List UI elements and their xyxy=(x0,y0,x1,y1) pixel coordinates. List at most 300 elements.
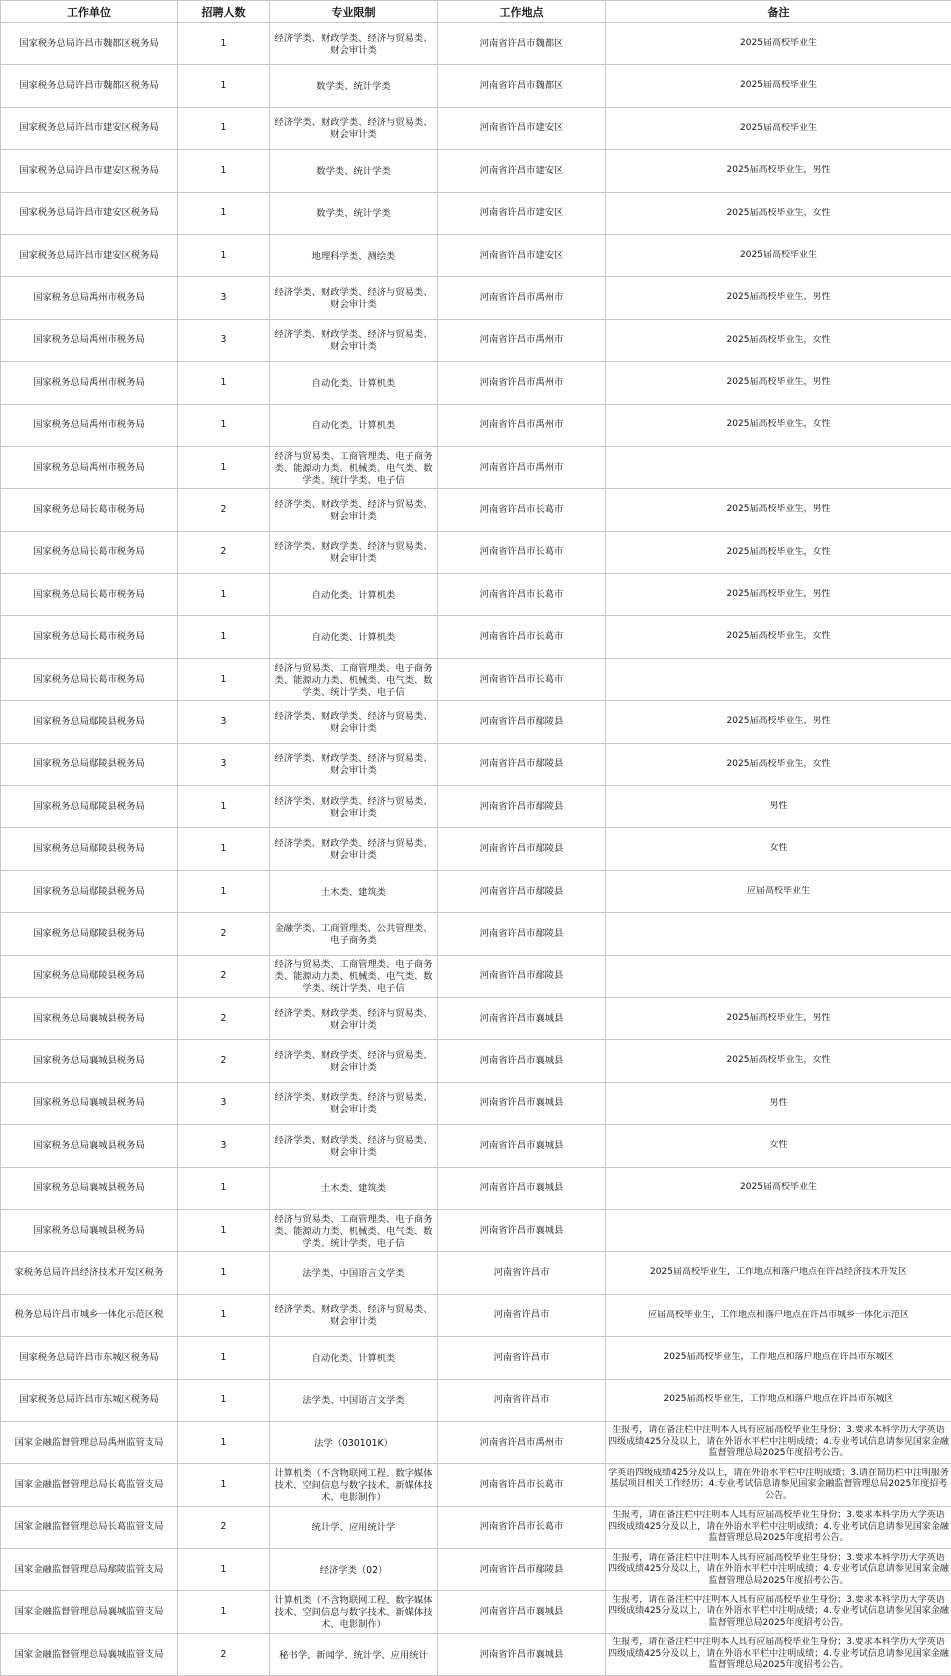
cell-unit-text: 国家金融监督管理总局禹州监管支局 xyxy=(3,1437,175,1449)
cell-location-text: 河南省许昌市长葛市 xyxy=(440,589,603,601)
cell-count-text: 1 xyxy=(180,886,267,898)
cell-location-text: 河南省许昌市魏都区 xyxy=(440,80,603,92)
table-row xyxy=(1,1167,951,1209)
cell-major-text: 地理科学类、测绘类 xyxy=(272,249,435,263)
cell-location xyxy=(438,1040,606,1082)
cell-major xyxy=(270,150,438,192)
cell-major-text: 经济学类、财政学类、经济与贸易类、财会审计类 xyxy=(272,1302,435,1328)
cell-note xyxy=(606,1167,951,1209)
cell-count-text: 3 xyxy=(180,334,267,346)
cell-major xyxy=(270,1337,438,1379)
cell-count-text: 1 xyxy=(180,1225,267,1237)
cell-major xyxy=(270,997,438,1039)
table-row xyxy=(1,489,951,531)
cell-unit xyxy=(1,319,178,361)
cell-major-text: 经济与贸易类、工商管理类、电子商务类、能源动力类、机械类、电气类、数学类、统计学类、电子信 xyxy=(272,661,435,699)
cell-unit xyxy=(1,743,178,785)
cell-unit xyxy=(1,913,178,955)
table-row xyxy=(1,870,951,912)
cell-major-text: 计算机类（不含物联网工程、数字媒体技术、空间信息与数字技术、新媒体技术、电影制作） xyxy=(272,1593,435,1631)
cell-count xyxy=(178,955,270,997)
header-major: 专业限制 xyxy=(270,1,438,23)
cell-count xyxy=(178,616,270,658)
cell-note xyxy=(606,23,951,65)
cell-major-text: 经济学类、财政学类、经济与贸易类、财会审计类 xyxy=(272,1133,435,1159)
cell-count xyxy=(178,1633,270,1675)
cell-major xyxy=(270,574,438,616)
table-row xyxy=(1,1040,951,1082)
cell-major xyxy=(270,1633,438,1675)
cell-location-text: 河南省许昌市禹州市 xyxy=(440,419,603,431)
cell-note-text: 2025届高校毕业生，男性 xyxy=(608,716,949,728)
cell-unit xyxy=(1,574,178,616)
cell-major xyxy=(270,1040,438,1082)
table-row xyxy=(1,828,951,870)
table-row xyxy=(1,192,951,234)
cell-note xyxy=(606,1549,951,1591)
table-row xyxy=(1,531,951,573)
cell-major xyxy=(270,1294,438,1336)
cell-major-text: 秘书学、新闻学、统计学、应用统计 xyxy=(272,1648,435,1662)
cell-location-text: 河南省许昌市长葛市 xyxy=(440,546,603,558)
cell-major-text: 经济学类、财政学类、经济与贸易类、财会审计类 xyxy=(272,115,435,141)
cell-location xyxy=(438,531,606,573)
cell-location-text: 河南省许昌市襄城县 xyxy=(440,1055,603,1067)
cell-unit xyxy=(1,404,178,446)
cell-count xyxy=(178,1167,270,1209)
cell-unit xyxy=(1,616,178,658)
table-row xyxy=(1,446,951,488)
cell-unit xyxy=(1,997,178,1039)
cell-major xyxy=(270,319,438,361)
cell-note-text: 2025届高校毕业生，男性 xyxy=(608,165,949,177)
cell-major xyxy=(270,870,438,912)
cell-major xyxy=(270,1549,438,1591)
cell-location xyxy=(438,1337,606,1379)
cell-major xyxy=(270,404,438,446)
cell-note xyxy=(606,913,951,955)
cell-location-text: 河南省许昌市长葛市 xyxy=(440,1479,603,1491)
cell-location-text: 河南省许昌市鄢陵县 xyxy=(440,928,603,940)
cell-unit-text: 国家税务总局鄢陵县税务局 xyxy=(3,970,175,982)
cell-unit-text: 国家税务总局长葛市税务局 xyxy=(3,504,175,516)
cell-unit-text: 国家税务总局禹州市税务局 xyxy=(3,462,175,474)
cell-unit xyxy=(1,658,178,700)
cell-major-text: 经济学类、财政学类、经济与贸易类、财会审计类 xyxy=(272,751,435,777)
table-header xyxy=(1,1,951,23)
cell-location-text: 河南省许昌市禹州市 xyxy=(440,292,603,304)
cell-unit-text: 家税务总局许昌经济技术开发区税务 xyxy=(3,1267,175,1279)
cell-note-text: 2025届高校毕业生 xyxy=(608,38,949,50)
cell-unit-text: 国家税务总局鄢陵县税务局 xyxy=(3,758,175,770)
cell-count-text: 1 xyxy=(180,843,267,855)
cell-location xyxy=(438,913,606,955)
cell-unit-text: 国家税务总局鄢陵县税务局 xyxy=(3,843,175,855)
cell-unit-text: 国家税务总局襄城县税务局 xyxy=(3,1225,175,1237)
table-row xyxy=(1,234,951,276)
cell-major xyxy=(270,446,438,488)
table-row xyxy=(1,574,951,616)
cell-count-text: 1 xyxy=(180,1394,267,1406)
cell-unit xyxy=(1,277,178,319)
cell-location xyxy=(438,1506,606,1548)
table-row xyxy=(1,150,951,192)
cell-count xyxy=(178,701,270,743)
cell-note-text: 学英语四级成绩425分及以上，请在外语水平栏中注明成绩；3.请在简历栏中注明服务基层项目相关工作经历；4.专业考试信息请参见国家金融监督管理总局2025年度招考公告。 xyxy=(608,1468,949,1503)
table-row xyxy=(1,1082,951,1124)
cell-major xyxy=(270,1125,438,1167)
table-row xyxy=(1,1549,951,1591)
cell-count-text: 3 xyxy=(180,292,267,304)
cell-major-text: 统计学、应用统计学 xyxy=(272,1520,435,1534)
cell-unit xyxy=(1,23,178,65)
cell-major-text: 经济学类、财政学类、经济与贸易类、财会审计类 xyxy=(272,539,435,565)
cell-unit-text: 国家税务总局长葛市税务局 xyxy=(3,674,175,686)
cell-major-text: 法学类、中国语言文学类 xyxy=(272,1266,435,1280)
cell-location xyxy=(438,1633,606,1675)
cell-unit xyxy=(1,107,178,149)
cell-major-text: 经济学类、财政学类、经济与贸易类、财会审计类 xyxy=(272,327,435,353)
cell-location xyxy=(438,828,606,870)
table-row xyxy=(1,1591,951,1633)
table-row xyxy=(1,1464,951,1506)
cell-count xyxy=(178,1294,270,1336)
cell-location-text: 河南省许昌市 xyxy=(440,1309,603,1321)
cell-count-text: 3 xyxy=(180,758,267,770)
cell-major xyxy=(270,786,438,828)
table-row xyxy=(1,955,951,997)
cell-note xyxy=(606,404,951,446)
cell-major xyxy=(270,234,438,276)
cell-major xyxy=(270,1464,438,1506)
header-location: 工作地点 xyxy=(438,1,606,23)
cell-location xyxy=(438,1252,606,1294)
cell-note-text: 男性 xyxy=(608,801,949,813)
cell-location xyxy=(438,1421,606,1463)
cell-location xyxy=(438,743,606,785)
cell-count-text: 2 xyxy=(180,928,267,940)
cell-location-text: 河南省许昌市长葛市 xyxy=(440,674,603,686)
cell-major-text: 自动化类、计算机类 xyxy=(272,1351,435,1365)
cell-note-text: 2025届高校毕业生，工作地点和落户地点在许昌经济技术开发区 xyxy=(608,1267,949,1279)
cell-count-text: 1 xyxy=(180,631,267,643)
table-row xyxy=(1,913,951,955)
cell-note xyxy=(606,828,951,870)
cell-major xyxy=(270,1421,438,1463)
cell-unit-text: 国家税务总局许昌市魏都区税务局 xyxy=(3,80,175,92)
cell-unit-text: 国家税务总局鄢陵县税务局 xyxy=(3,716,175,728)
cell-note-text: 生报考，请在备注栏中注明本人具有应届高校毕业生身份；3.要求本科学历大学英语四级成绩425分及以上，请在外语水平栏中注明成绩；4.专业考试信息请参见国家金融监督管理总局2025年度招考公告。 xyxy=(608,1553,949,1588)
cell-major xyxy=(270,828,438,870)
cell-major-text: 法学类、中国语言文学类 xyxy=(272,1393,435,1407)
cell-major-text: 数学类、统计学类 xyxy=(272,164,435,178)
cell-unit xyxy=(1,489,178,531)
cell-note-text: 应届高校毕业生 xyxy=(608,886,949,898)
cell-major-text: 经济学类、财政学类、经济与贸易类、财会审计类 xyxy=(272,1090,435,1116)
cell-location-text: 河南省许昌市鄢陵县 xyxy=(440,801,603,813)
cell-note-text: 2025届高校毕业生，女性 xyxy=(608,208,949,220)
cell-major-text: 经济与贸易类、工商管理类、电子商务类、能源动力类、机械类、电气类、数学类、统计学类、电子信 xyxy=(272,449,435,487)
cell-major-text: 经济学类、财政学类、经济与贸易类、财会审计类 xyxy=(272,31,435,57)
cell-location xyxy=(438,277,606,319)
cell-unit xyxy=(1,1040,178,1082)
cell-count xyxy=(178,1379,270,1421)
cell-count-text: 2 xyxy=(180,1013,267,1025)
cell-location xyxy=(438,404,606,446)
cell-note xyxy=(606,616,951,658)
cell-unit-text: 国家税务总局许昌市魏都区税务局 xyxy=(3,38,175,50)
cell-unit-text: 国家金融监督管理总局鄢陵监管支局 xyxy=(3,1564,175,1576)
table-row xyxy=(1,404,951,446)
cell-location-text: 河南省许昌市建安区 xyxy=(440,250,603,262)
cell-note xyxy=(606,701,951,743)
cell-note xyxy=(606,1421,951,1463)
cell-unit xyxy=(1,1209,178,1251)
cell-location-text: 河南省许昌市襄城县 xyxy=(440,1140,603,1152)
cell-unit-text: 国家税务总局长葛市税务局 xyxy=(3,589,175,601)
table-row xyxy=(1,1506,951,1548)
cell-unit-text: 国家税务总局许昌市东城区税务局 xyxy=(3,1394,175,1406)
cell-major-text: 经济学类、财政学类、经济与贸易类、财会审计类 xyxy=(272,1006,435,1032)
cell-note-text: 2025届高校毕业生，男性 xyxy=(608,377,949,389)
cell-unit-text: 国家税务总局许昌市东城区税务局 xyxy=(3,1352,175,1364)
cell-unit xyxy=(1,1549,178,1591)
cell-count xyxy=(178,1040,270,1082)
table-row xyxy=(1,786,951,828)
cell-note-text: 2025届高校毕业生，男性 xyxy=(608,1013,949,1025)
cell-location xyxy=(438,362,606,404)
cell-location xyxy=(438,1209,606,1251)
table-row xyxy=(1,616,951,658)
cell-count xyxy=(178,362,270,404)
table-row xyxy=(1,1633,951,1675)
cell-location-text: 河南省许昌市 xyxy=(440,1394,603,1406)
cell-location-text: 河南省许昌市鄢陵县 xyxy=(440,886,603,898)
cell-location-text: 河南省许昌市 xyxy=(440,1267,603,1279)
cell-unit xyxy=(1,446,178,488)
cell-unit-text: 国家税务总局长葛市税务局 xyxy=(3,546,175,558)
table-row xyxy=(1,1294,951,1336)
cell-major xyxy=(270,955,438,997)
cell-count xyxy=(178,65,270,107)
cell-major xyxy=(270,1379,438,1421)
cell-major-text: 金融学类、工商管理类、公共管理类、电子商务类 xyxy=(272,921,435,947)
cell-count-text: 1 xyxy=(180,250,267,262)
header-unit: 工作单位 xyxy=(1,1,178,23)
cell-location-text: 河南省许昌市禹州市 xyxy=(440,1437,603,1449)
cell-note-text: 2025届高校毕业生，工作地点和落户地点在许昌市东城区 xyxy=(608,1352,949,1364)
cell-unit xyxy=(1,1167,178,1209)
cell-location xyxy=(438,1125,606,1167)
cell-major xyxy=(270,1506,438,1548)
cell-location-text: 河南省许昌市禹州市 xyxy=(440,462,603,474)
cell-count-text: 2 xyxy=(180,970,267,982)
cell-unit-text: 国家税务总局禹州市税务局 xyxy=(3,334,175,346)
cell-count xyxy=(178,1464,270,1506)
cell-note xyxy=(606,531,951,573)
cell-unit-text: 国家税务总局禹州市税务局 xyxy=(3,419,175,431)
cell-unit-text: 国家金融监督管理总局长葛监管支局 xyxy=(3,1479,175,1491)
cell-count-text: 3 xyxy=(180,1140,267,1152)
header-count: 招聘人数 xyxy=(178,1,270,23)
cell-unit xyxy=(1,786,178,828)
table-row xyxy=(1,1125,951,1167)
header-row xyxy=(1,1,951,23)
table-row xyxy=(1,743,951,785)
cell-location-text: 河南省许昌市襄城县 xyxy=(440,1013,603,1025)
cell-unit-text: 国家税务总局许昌市建安区税务局 xyxy=(3,122,175,134)
cell-unit-text: 国家金融监督管理总局长葛监管支局 xyxy=(3,1521,175,1533)
cell-count-text: 1 xyxy=(180,801,267,813)
cell-note xyxy=(606,743,951,785)
cell-major xyxy=(270,107,438,149)
cell-count xyxy=(178,277,270,319)
cell-major-text: 土木类、建筑类 xyxy=(272,885,435,899)
cell-count-text: 1 xyxy=(180,1182,267,1194)
cell-note xyxy=(606,150,951,192)
cell-location xyxy=(438,574,606,616)
cell-location-text: 河南省许昌市襄城县 xyxy=(440,1606,603,1618)
cell-note-text: 男性 xyxy=(608,1098,949,1110)
cell-major xyxy=(270,531,438,573)
cell-unit-text: 税务总局许昌市城乡一体化示范区税 xyxy=(3,1309,175,1321)
cell-major xyxy=(270,701,438,743)
cell-count xyxy=(178,489,270,531)
cell-unit-text: 国家税务总局禹州市税务局 xyxy=(3,377,175,389)
cell-unit-text: 国家税务总局长葛市税务局 xyxy=(3,631,175,643)
cell-major xyxy=(270,192,438,234)
cell-major-text: 经济学类、财政学类、经济与贸易类、财会审计类 xyxy=(272,497,435,523)
cell-note xyxy=(606,1337,951,1379)
cell-note xyxy=(606,786,951,828)
cell-count xyxy=(178,743,270,785)
cell-location-text: 河南省许昌市鄢陵县 xyxy=(440,970,603,982)
cell-count xyxy=(178,446,270,488)
table-row xyxy=(1,23,951,65)
cell-unit-text: 国家税务总局许昌市建安区税务局 xyxy=(3,207,175,219)
cell-location-text: 河南省许昌市魏都区 xyxy=(440,38,603,50)
cell-note xyxy=(606,362,951,404)
cell-count-text: 1 xyxy=(180,462,267,474)
cell-count-text: 2 xyxy=(180,546,267,558)
cell-count xyxy=(178,1591,270,1633)
cell-location-text: 河南省许昌市禹州市 xyxy=(440,377,603,389)
cell-location xyxy=(438,1082,606,1124)
cell-count xyxy=(178,1209,270,1251)
cell-unit xyxy=(1,870,178,912)
cell-note-text: 2025届高校毕业生，女性 xyxy=(608,419,949,431)
cell-location-text: 河南省许昌市鄢陵县 xyxy=(440,1564,603,1576)
cell-major-text: 经济学类、财政学类、经济与贸易类、财会审计类 xyxy=(272,709,435,735)
cell-unit xyxy=(1,531,178,573)
cell-unit xyxy=(1,1125,178,1167)
cell-count-text: 1 xyxy=(180,1564,267,1576)
cell-unit-text: 国家税务总局鄢陵县税务局 xyxy=(3,928,175,940)
cell-note-text: 2025届高校毕业生，男性 xyxy=(608,292,949,304)
table-row xyxy=(1,997,951,1039)
cell-count-text: 1 xyxy=(180,207,267,219)
table-row xyxy=(1,277,951,319)
cell-unit-text: 国家税务总局鄢陵县税务局 xyxy=(3,801,175,813)
table-body xyxy=(1,23,951,1676)
cell-location xyxy=(438,107,606,149)
cell-location-text: 河南省许昌市襄城县 xyxy=(440,1225,603,1237)
cell-location xyxy=(438,1294,606,1336)
cell-note-text: 2025届高校毕业生，女性 xyxy=(608,547,949,559)
cell-note-text: 生报考，请在备注栏中注明本人具有应届高校毕业生身份；3.要求本科学历大学英语四级成绩425分及以上，请在外语水平栏中注明成绩；4.专业考试信息请参见国家金融监督管理总局2025年度招考公告。 xyxy=(608,1595,949,1630)
table-row xyxy=(1,1379,951,1421)
cell-count xyxy=(178,828,270,870)
cell-major xyxy=(270,489,438,531)
cell-unit-text: 国家税务总局襄城县税务局 xyxy=(3,1097,175,1109)
cell-count-text: 1 xyxy=(180,674,267,686)
cell-unit-text: 国家税务总局许昌市建安区税务局 xyxy=(3,250,175,262)
cell-count-text: 1 xyxy=(180,165,267,177)
cell-major-text: 法学（030101K） xyxy=(272,1436,435,1450)
cell-location-text: 河南省许昌市长葛市 xyxy=(440,1521,603,1533)
cell-major xyxy=(270,658,438,700)
cell-location xyxy=(438,786,606,828)
cell-location-text: 河南省许昌市长葛市 xyxy=(440,504,603,516)
cell-unit xyxy=(1,828,178,870)
cell-note-text: 2025届高校毕业生，男性 xyxy=(608,504,949,516)
cell-location xyxy=(438,870,606,912)
cell-major-text: 自动化类、计算机类 xyxy=(272,630,435,644)
cell-note xyxy=(606,489,951,531)
cell-location xyxy=(438,23,606,65)
cell-major-text: 经济学类、财政学类、经济与贸易类、财会审计类 xyxy=(272,1048,435,1074)
cell-location-text: 河南省许昌市鄢陵县 xyxy=(440,758,603,770)
cell-note xyxy=(606,1209,951,1251)
cell-note xyxy=(606,319,951,361)
cell-count xyxy=(178,1252,270,1294)
cell-count xyxy=(178,870,270,912)
cell-unit-text: 国家税务总局许昌市建安区税务局 xyxy=(3,165,175,177)
table-row xyxy=(1,1252,951,1294)
cell-location xyxy=(438,1167,606,1209)
cell-note-text: 2025届高校毕业生，男性 xyxy=(608,589,949,601)
cell-major xyxy=(270,1167,438,1209)
cell-unit xyxy=(1,150,178,192)
cell-note-text: 应届高校毕业生，工作地点和落户地点在许昌市城乡一体化示范区 xyxy=(608,1310,949,1322)
cell-count-text: 3 xyxy=(180,1097,267,1109)
cell-count xyxy=(178,1506,270,1548)
cell-location xyxy=(438,701,606,743)
table-row xyxy=(1,362,951,404)
cell-note-text: 2025届高校毕业生 xyxy=(608,250,949,262)
cell-location xyxy=(438,150,606,192)
cell-note xyxy=(606,65,951,107)
cell-location-text: 河南省许昌市建安区 xyxy=(440,122,603,134)
cell-major xyxy=(270,23,438,65)
cell-note xyxy=(606,574,951,616)
cell-count-text: 2 xyxy=(180,1521,267,1533)
cell-location xyxy=(438,997,606,1039)
cell-major-text: 经济与贸易类、工商管理类、电子商务类、能源动力类、机械类、电气类、数学类、统计学类、电子信 xyxy=(272,957,435,995)
cell-count-text: 1 xyxy=(180,122,267,134)
cell-major xyxy=(270,362,438,404)
cell-unit xyxy=(1,1252,178,1294)
cell-count xyxy=(178,574,270,616)
cell-location xyxy=(438,1464,606,1506)
cell-note xyxy=(606,1633,951,1675)
cell-note-text: 2025届高校毕业生 xyxy=(608,123,949,135)
table-row xyxy=(1,1421,951,1463)
cell-major xyxy=(270,616,438,658)
cell-unit xyxy=(1,1464,178,1506)
cell-note-text: 生报考，请在备注栏中注明本人具有应届高校毕业生身份；3.要求本科学历大学英语四级成绩425分及以上，请在外语水平栏中注明成绩；4.专业考试信息请参见国家金融监督管理总局2025年度招考公告。 xyxy=(608,1637,949,1672)
cell-location-text: 河南省许昌市建安区 xyxy=(440,165,603,177)
